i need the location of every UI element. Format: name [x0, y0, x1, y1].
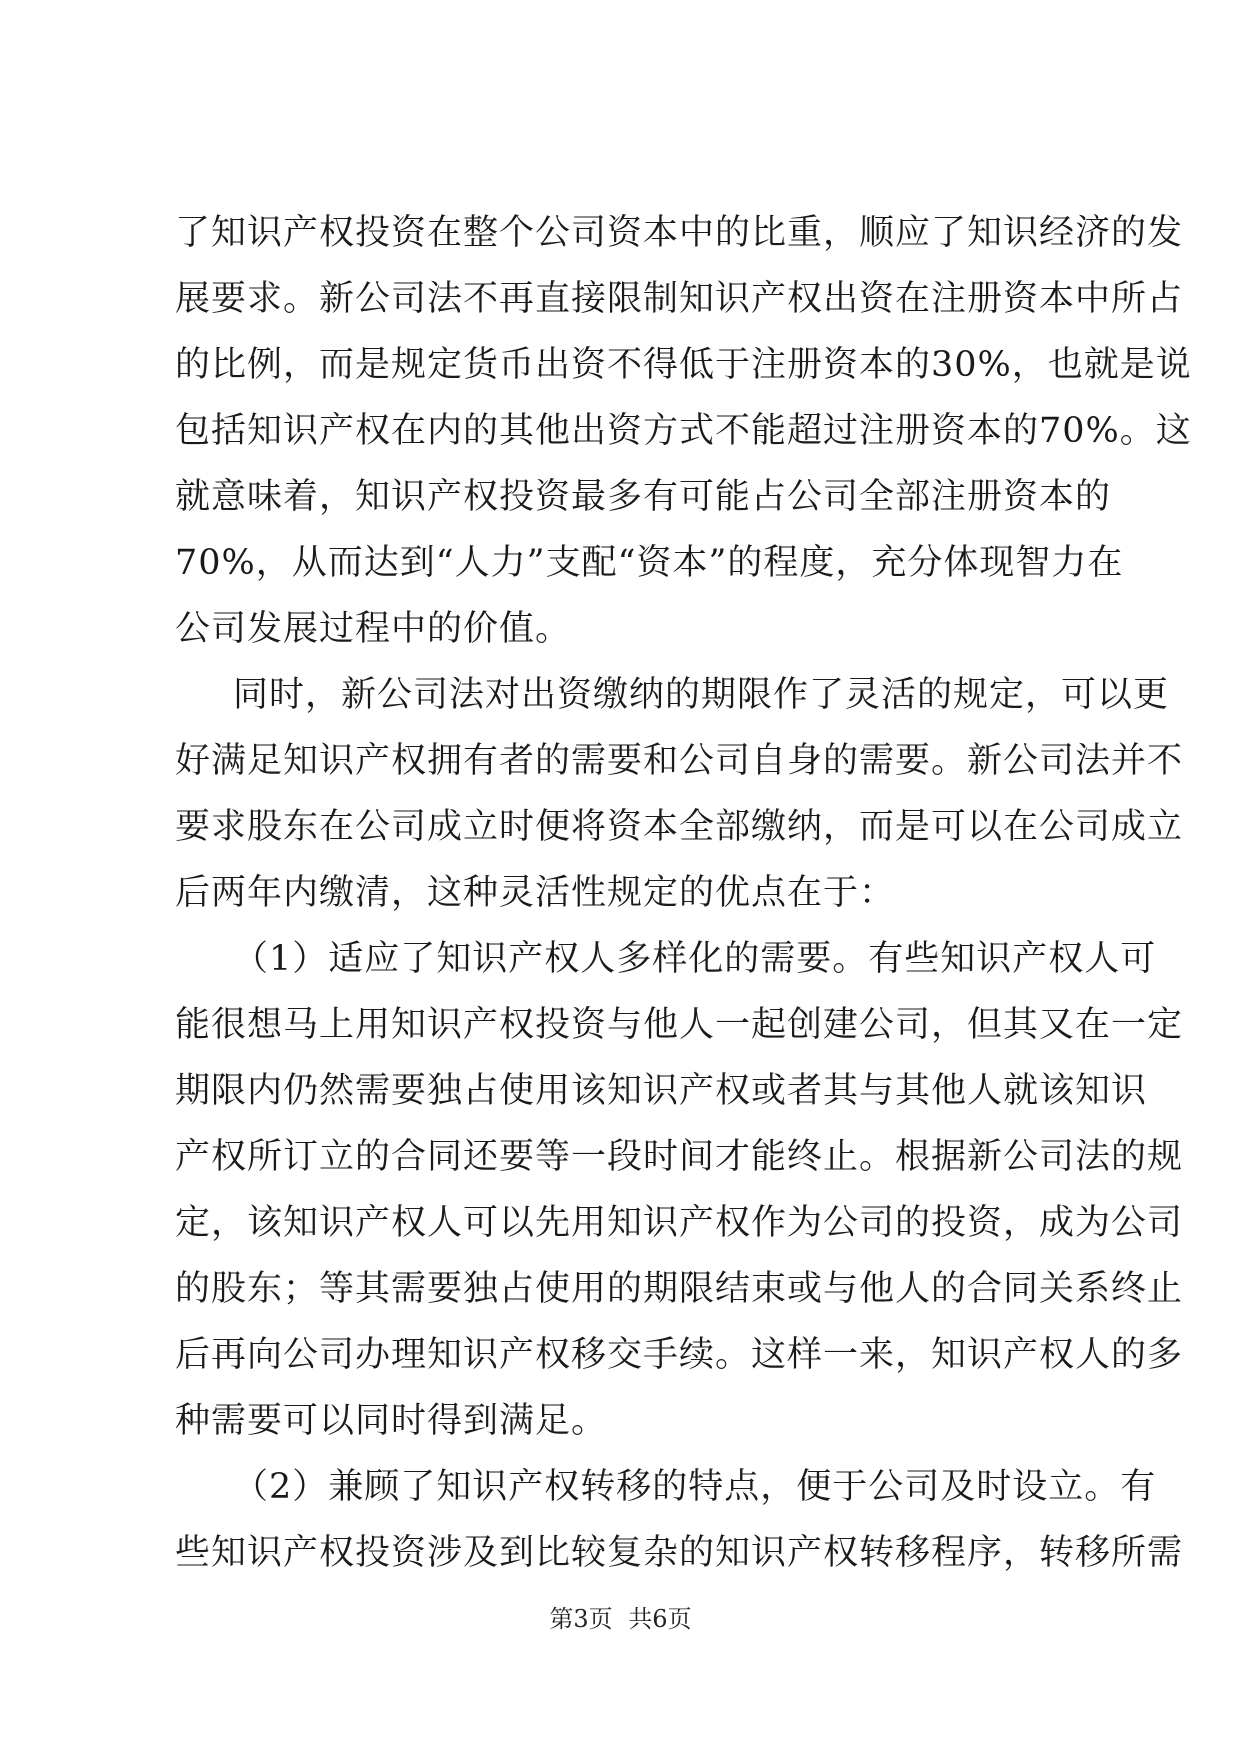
body-text-line: 后再向公司办理知识产权移交手续。这样一来，知识产权人的多	[175, 1335, 1184, 1375]
body-text-line: 好满足知识产权拥有者的需要和公司自身的需要。新公司法并不	[175, 741, 1184, 781]
page-footer	[0, 1602, 1241, 1636]
body-text-line: 后两年内缴清，这种灵活性规定的优点在于：	[175, 873, 896, 913]
page-number: 第3页	[549, 1605, 613, 1633]
body-text-line: 了知识产权投资在整个公司资本中的比重，顺应了知识经济的发	[175, 213, 1184, 253]
body-text-line: 包括知识产权在内的其他出资方式不能超过注册资本的70%。这	[175, 411, 1192, 451]
paragraph-first-line: （2）兼顾了知识产权转移的特点，便于公司及时设立。有	[233, 1467, 1157, 1507]
body-text-line: 产权所订立的合同还要等一段时间才能终止。根据新公司法的规	[175, 1137, 1184, 1177]
body-text-line: 展要求。新公司法不再直接限制知识产权出资在注册资本中所占	[175, 279, 1184, 319]
page-total: 共6页	[628, 1605, 692, 1633]
body-text-line: 期限内仍然需要独占使用该知识产权或者其与其他人就该知识	[175, 1071, 1148, 1111]
paragraph-first-line: 同时，新公司法对出资缴纳的期限作了灵活的规定，可以更	[233, 675, 1170, 715]
body-text-line: 要求股东在公司成立时便将资本全部缴纳，而是可以在公司成立	[175, 807, 1184, 847]
body-text-line: 的比例，而是规定货币出资不得低于注册资本的30%，也就是说	[175, 345, 1192, 385]
body-text-line: 能很想马上用知识产权投资与他人一起创建公司，但其又在一定	[175, 1005, 1184, 1045]
body-text-line: 些知识产权投资涉及到比较复杂的知识产权转移程序，转移所需	[175, 1533, 1184, 1573]
body-text-line: 70%，从而达到“人力”支配“资本”的程度，充分体现智力在	[175, 543, 1124, 583]
body-text-line: 的股东；等其需要独占使用的期限结束或与他人的合同关系终止	[175, 1269, 1184, 1309]
body-text-line: 种需要可以同时得到满足。	[175, 1401, 608, 1441]
body-text-line: 就意味着，知识产权投资最多有可能占公司全部注册资本的	[175, 477, 1112, 517]
body-text-line: 定，该知识产权人可以先用知识产权作为公司的投资，成为公司	[175, 1203, 1184, 1243]
paragraph-first-line: （1）适应了知识产权人多样化的需要。有些知识产权人可	[233, 939, 1157, 979]
body-text-line: 公司发展过程中的价值。	[175, 609, 572, 649]
